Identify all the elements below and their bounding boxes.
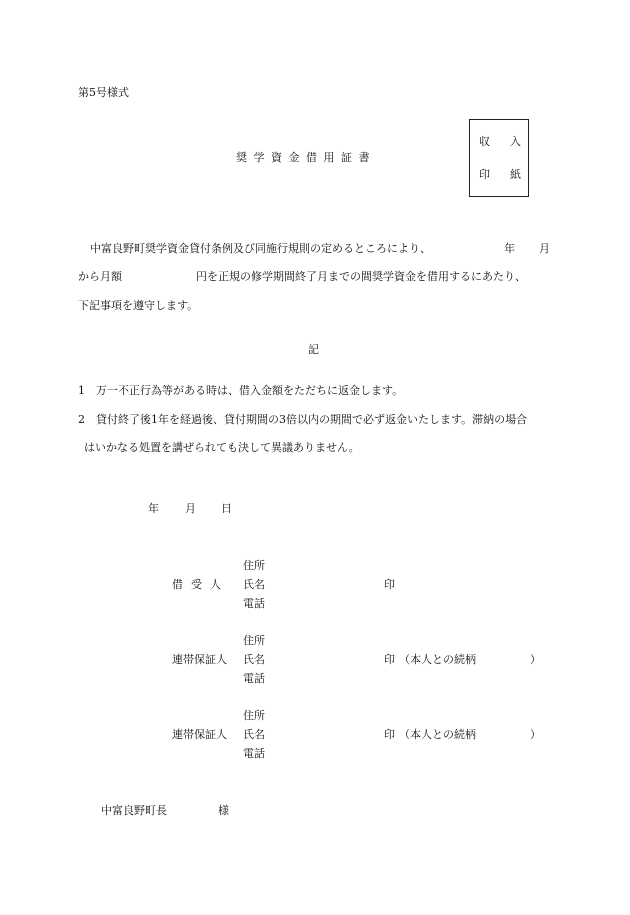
guarantor-1-seal: 印: [384, 653, 395, 666]
revenue-stamp-box: [469, 119, 529, 197]
addressee-honorific: 様: [218, 804, 229, 817]
date-month: 月: [185, 502, 196, 515]
guarantor-2-role: 連帯保証人: [172, 728, 227, 741]
guarantor-2-relation-close: ）: [530, 728, 541, 741]
guarantor-2-seal: 印: [384, 728, 395, 741]
borrower-name-label: 氏名: [243, 578, 265, 591]
guarantor-1-name-label: 氏名: [243, 653, 265, 666]
guarantor-1-address-label: 住所: [243, 634, 265, 647]
item-1-number: 1: [78, 384, 85, 397]
body-line-1: 中富良野町奨学資金貸付条例及び同施行規則の定めるところにより、: [90, 242, 431, 255]
borrower-seal: 印: [384, 578, 395, 591]
guarantor-2-phone-label: 電話: [243, 747, 265, 760]
guarantor-2-relation: （本人との続柄: [399, 728, 476, 741]
guarantor-2-address-label: 住所: [243, 709, 265, 722]
body-month: 月: [539, 242, 550, 255]
guarantor-1-phone-label: 電話: [243, 672, 265, 685]
item-1-text: 万一不正行為等がある時は、借入金額をただちに返金します。: [96, 384, 404, 397]
guarantor-1-relation: （本人との続柄: [399, 653, 476, 666]
guarantor-1-relation-close: ）: [530, 653, 541, 666]
stamp-label-bottom-left: 印: [479, 168, 490, 181]
body-line-2-start: から月額: [78, 270, 122, 283]
item-2-continuation: はいかなる処置を講ぜられても決して異議ありません。: [84, 441, 360, 454]
item-2-number: 2: [78, 413, 85, 426]
stamp-label-top-right: 入: [510, 135, 521, 148]
item-2-text: 貸付終了後1年を経過後、貸付期間の3倍以内の期間で必ず返金いたします。滞納の場合: [96, 413, 528, 426]
body-line-2-end: 円を正規の修学期間終了月までの間奨学資金を借用するにあたり、: [196, 270, 526, 283]
body-year: 年: [504, 242, 515, 255]
stamp-label-bottom-right: 紙: [510, 168, 521, 181]
guarantor-1-role: 連帯保証人: [172, 653, 227, 666]
document-title: 奨学資金借用証書: [236, 151, 376, 164]
ki-heading: 記: [308, 343, 319, 356]
date-year: 年: [148, 502, 159, 515]
borrower-address-label: 住所: [243, 559, 265, 572]
body-line-3: 下記事項を遵守します。: [78, 299, 199, 312]
guarantor-2-name-label: 氏名: [243, 728, 265, 741]
date-day: 日: [221, 502, 232, 515]
borrower-role: 借受人: [172, 578, 229, 591]
addressee-name: 中富良野町長: [101, 804, 167, 817]
borrower-phone-label: 電話: [243, 597, 265, 610]
form-number: 第5号様式: [78, 86, 129, 99]
stamp-label-top-left: 収: [479, 135, 490, 148]
